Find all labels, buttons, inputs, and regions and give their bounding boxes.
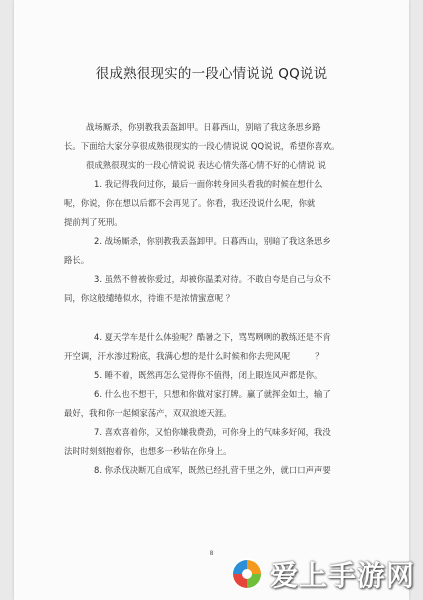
list-item-line: 1. 我记得我问过你，最后一面你转身回头看我的时候在想什么 — [94, 179, 323, 189]
site-logo-icon — [230, 557, 264, 591]
list-item-line: 最好，我和你一起倾家荡产，双双浪迹天涯。 — [64, 408, 232, 418]
list-item-line: 呢，你说，你在想以后都不会再见了。你看，我还没说什么呢，你就 — [64, 198, 316, 208]
document-body — [64, 118, 376, 480]
list-item-line: 路长。 — [64, 255, 90, 265]
list-item-line: 3. 虽然不曾被你爱过，却被你温柔对待。不敢自夸是自己与众不 — [94, 274, 331, 284]
document-page — [14, 0, 409, 600]
document-title: 很成熟很现实的一段心情说说 QQ说说 — [95, 66, 328, 82]
list-item-line: 4. 夏天学车是什么体验呢？酷暑之下，骂骂咧咧的教练还是不肯 — [94, 332, 331, 342]
site-watermark — [230, 554, 415, 594]
paragraph-line: 很成熟很现实的一段心情说说 表达心情失落心情不好的心情说 说 — [86, 160, 326, 170]
list-item-line: 提前判了死刑。 — [64, 217, 123, 227]
watermark-text: 爱上手游网 — [269, 559, 415, 592]
list-item-line: 法时时刻刻抱着你，也想多一秒钻在你身上。 — [64, 446, 232, 456]
paragraph-line: 战场厮杀，你别教我丢盔卸甲。日暮西山，别暗了我这条思乡路 — [86, 122, 321, 132]
page-number: 8 — [209, 550, 214, 557]
list-item-line: 同，你这般缱绻似水，待谁不是浓情蜜意呢 ？ — [64, 293, 235, 303]
spacer — [64, 308, 376, 328]
paragraph-line: 长。下面给大家分享很成熟很现实的一段心情说说 QQ说说，希望你喜欢。 — [64, 141, 340, 151]
list-item-line: 开空调，汗水渗过粉底，我满心想的是什么时候和你去兜风呢 ？ — [64, 351, 324, 361]
list-item-line: 7. 喜欢喜着你，又怕你嫌我费劲，可你身上的气味多好闻，我没 — [94, 427, 331, 437]
list-item-line: 2. 战场厮杀，你别教我丢盔卸甲。日暮西山，别暗了我这条思乡 — [94, 236, 331, 246]
list-item-line: 6. 什么也不想干，只想和你做对家打牌。赢了就挥金如土，输了 — [94, 389, 331, 399]
list-item-line: 8. 你杀伐决断兀自成军，既然已经扎营千里之外，就口口声声要 — [94, 465, 331, 475]
list-item-line: 5. 睡不着，既然再怎么觉得你不值得，闭上眼连风声都是你。 — [94, 370, 323, 380]
